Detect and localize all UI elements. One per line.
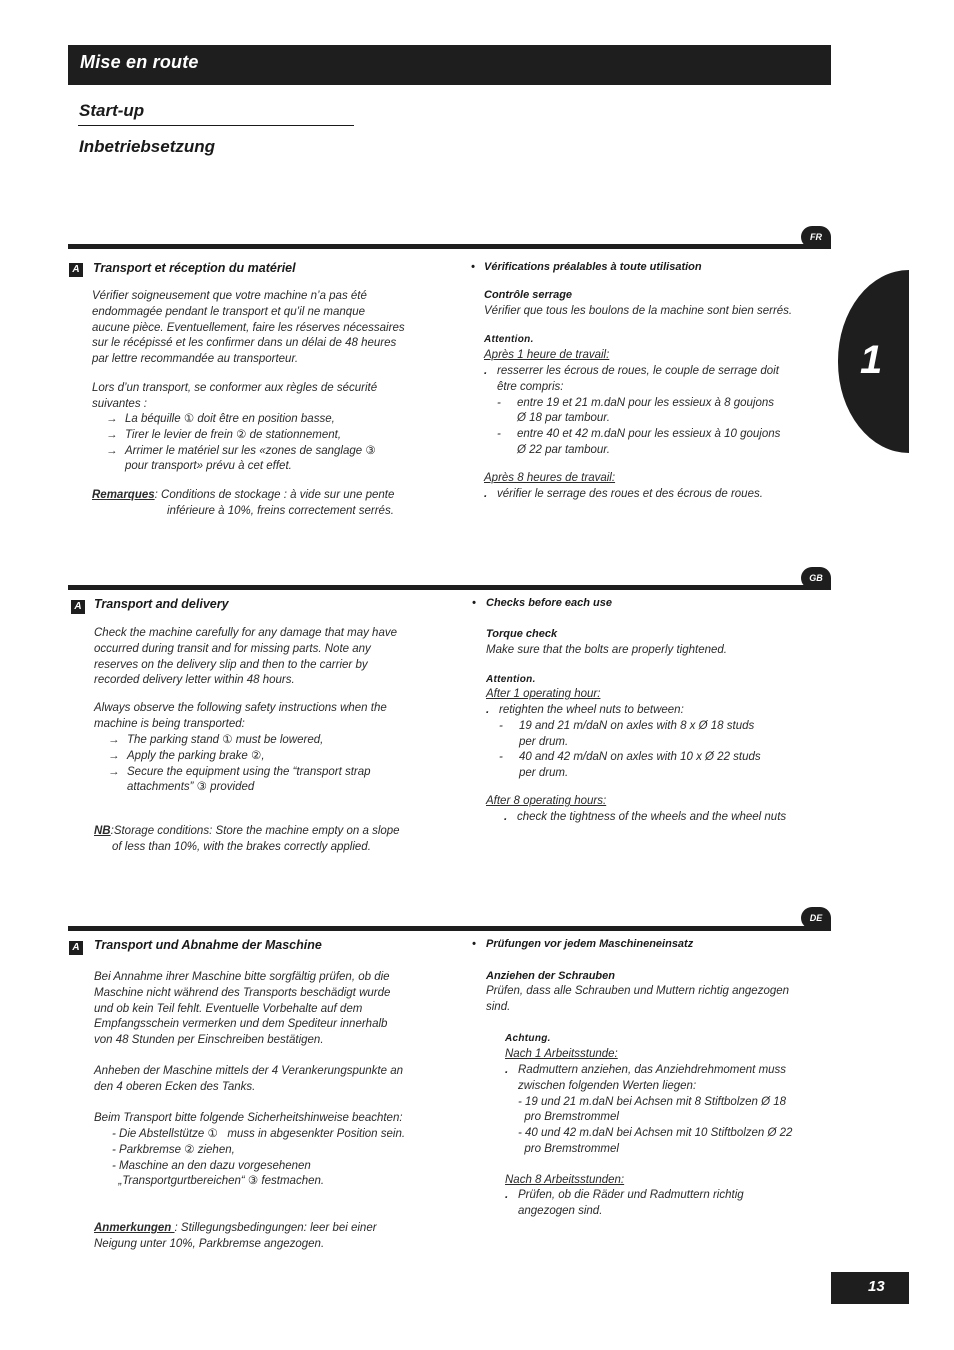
- dot-bullet: .: [486, 704, 490, 716]
- text-line: Vérifier soigneusement que votre machine n’a pas été: [92, 290, 367, 302]
- section-divider-fr: [68, 244, 831, 249]
- arrow-icon: →: [108, 749, 120, 762]
- sub-item-continued: pro Bremstrommel: [518, 1142, 619, 1155]
- subtitle-divider: [78, 125, 354, 126]
- attention-label: Attention.: [484, 334, 534, 345]
- list-item-continued: être compris:: [497, 380, 564, 393]
- torque-heading: Contrôle serrage: [484, 289, 573, 301]
- after-1-hour-list: [505, 1063, 792, 1158]
- list-item: . Prüfen, ob die Räder und Radmuttern richtig: [505, 1188, 744, 1204]
- note-label: NB: [94, 825, 111, 837]
- checks-heading: • Vérifications préalables à toute utilisation: [471, 261, 702, 273]
- list-item: - Die Abstellstütze ① muss in abgesenkter Position sein.: [112, 1128, 406, 1140]
- torque-heading: Anziehen der Schrauben: [486, 970, 615, 982]
- paragraph-safety-intro: Beim Transport bitte folgende Sicherheitshinweise beachten:: [94, 1112, 403, 1124]
- language-tab-fr: FR: [801, 226, 831, 248]
- dot-bullet: .: [484, 488, 488, 500]
- sub-item: - entre 40 et 42 m.daN pour les essieux à 10 goujons: [484, 427, 780, 443]
- section-letter-badge: A: [69, 941, 83, 955]
- section-divider-gb: [68, 585, 831, 590]
- list-item-continued: zwischen folgenden Werten liegen:: [518, 1079, 697, 1092]
- dot-bullet: .: [505, 1064, 509, 1076]
- text-line: und ob kein Teil fehlt. Eventuelle Vorbehalte auf dem: [94, 1002, 363, 1015]
- storage-note: [94, 1221, 377, 1253]
- list-item-continued: attachments” ③ provided: [127, 781, 255, 794]
- list-item: . resserrer les écrous de roues, le couple de serrage doit: [484, 364, 780, 380]
- dash-bullet: -: [499, 751, 503, 764]
- section-heading: Transport und Abnahme der Maschine: [94, 938, 322, 952]
- dash-bullet: -: [497, 428, 501, 441]
- list-item: → The parking stand ① must be lowered,: [108, 733, 371, 749]
- note-text: Neigung unter 10%, Parkbremse angezogen.: [94, 1237, 325, 1250]
- section-heading: Transport and delivery: [94, 597, 229, 611]
- arrow-icon: →: [106, 444, 118, 457]
- sub-item: - 19 and 21 m/daN on axles with 8 x Ø 18 studs: [486, 719, 761, 735]
- paragraph-abnahme: [94, 970, 390, 1049]
- sub-item: - 19 und 21 m.daN bei Achsen mit 8 Stiftbolzen Ø 18: [518, 1095, 787, 1108]
- text-line: reserves on the delivery slip and then to the carrier by: [94, 658, 368, 671]
- text-line: machine is being transported:: [94, 717, 245, 730]
- sub-item: - 40 und 42 m.daN bei Achsen mit 10 Stiftbolzen Ø 22: [518, 1127, 793, 1140]
- sub-item: - 40 and 42 m/daN on axles with 10 x Ø 22 studs: [486, 750, 761, 766]
- after-8-hours-label: Nach 8 Arbeitsstunden:: [505, 1174, 625, 1186]
- dot-bullet: .: [484, 365, 488, 377]
- paragraph-reception: [92, 289, 405, 368]
- dash-bullet: -: [499, 719, 503, 732]
- list-item: . retighten the wheel nuts to between:: [486, 703, 761, 719]
- arrow-icon: →: [106, 413, 118, 425]
- after-1-hour-label: Nach 1 Arbeitsstunde:: [505, 1048, 618, 1060]
- chapter-number: 1: [860, 338, 883, 382]
- note-text: of less than 10%, with the brakes correctly applied.: [112, 840, 371, 853]
- bullet-icon: •: [472, 938, 476, 950]
- text-line: sind.: [486, 1000, 511, 1013]
- after-8-hours-label: After 8 operating hours:: [486, 795, 607, 807]
- language-tab-gb: GB: [801, 567, 831, 589]
- after-1-hour-list: [486, 703, 761, 782]
- text-line: par lettre recommandée au transporteur.: [92, 353, 299, 366]
- list-item-continued: pour transport» prévu à cet effet.: [125, 460, 292, 473]
- sub-item-continued: pro Bremstrommel: [518, 1111, 619, 1124]
- text-line: Always observe the following safety instructions when the: [94, 702, 387, 714]
- list-item: → Arrimer le matériel sur les «zones de sanglage ③: [106, 444, 376, 460]
- attention-label: Attention.: [486, 674, 536, 685]
- after-8-hours-label: Après 8 heures de travail:: [484, 472, 616, 484]
- text-line: occurred during transit and for missing parts. Note any: [94, 642, 371, 655]
- list-item: → Apply the parking brake ②,: [108, 749, 371, 765]
- paragraph-transport-rules: [94, 701, 387, 733]
- section-divider-de: [68, 926, 831, 931]
- sub-item-continued: Ø 22 par tambour.: [517, 443, 610, 456]
- after-1-hour-list: [484, 364, 780, 459]
- note-text: : Conditions de stockage : à vide sur une pente: [154, 489, 395, 501]
- note-text: : Stillegungsbedingungen: leer bei einer: [174, 1222, 377, 1234]
- dot-bullet: .: [504, 811, 508, 823]
- note-text: inférieure à 10%, freins correctement serrés.: [167, 504, 394, 517]
- section-letter-badge: A: [71, 600, 85, 614]
- bullet-icon: •: [472, 597, 476, 609]
- text-line: aucune pièce. Eventuellement, faire les réserves nécessaires: [92, 321, 405, 334]
- text-line: Anheben der Maschine mittels der 4 Verankerungspunkte an: [94, 1065, 403, 1077]
- storage-note: [92, 488, 394, 520]
- page-number: 13: [868, 1278, 885, 1295]
- sub-item-continued: Ø 18 par tambour.: [517, 412, 610, 425]
- list-item: . Radmuttern anziehen, das Anziehdrehmoment muss: [505, 1063, 792, 1079]
- subtitle-english: Start-up: [79, 101, 145, 120]
- arrow-icon: →: [108, 765, 120, 778]
- safety-list: [106, 412, 376, 475]
- paragraph-delivery: [94, 626, 397, 689]
- text-line: Bei Annahme ihrer Maschine bitte sorgfältig prüfen, ob die: [94, 971, 390, 983]
- bullet-icon: •: [471, 261, 475, 273]
- list-item: . check the tightness of the wheels and the wheel nuts: [504, 810, 786, 826]
- subtitle-german: Inbetriebsetzung: [79, 137, 216, 156]
- text-line: sur le récépissé et les confirmer dans un délai de 48 heures: [92, 337, 397, 350]
- text-line: von 48 Stunden per Einschreiben bestätigen.: [94, 1034, 324, 1047]
- text-line: Maschine nicht während des Transports beschädigt wurde: [94, 986, 391, 999]
- text-line: recorded delivery letter within 48 hours.: [94, 674, 295, 687]
- attention-label: Achtung.: [505, 1033, 551, 1044]
- list-item: → La béquille ① doit être en position basse,: [106, 412, 376, 428]
- torque-heading: Torque check: [486, 628, 558, 640]
- section-heading: Transport et réception du matériel: [93, 261, 296, 275]
- sub-item: - entre 19 et 21 m.daN pour les essieux à 8 goujons: [484, 396, 780, 412]
- after-1-hour-label: Après 1 heure de travail:: [484, 349, 610, 361]
- torque-text: Make sure that the bolts are properly tightened.: [486, 644, 728, 656]
- list-item: → Tirer le levier de frein ② de stationnement,: [106, 428, 376, 444]
- text-line: endommagée pendant le transport et qu’il ne manque: [92, 305, 365, 318]
- text-line: suivantes :: [92, 397, 147, 410]
- list-item: - Maschine an den dazu vorgesehenen: [112, 1159, 311, 1172]
- torque-text: [486, 984, 789, 1016]
- page-title: Mise en route: [80, 52, 199, 72]
- section-letter-badge: A: [69, 263, 83, 277]
- list-item: . vérifier le serrage des roues et des écrous de roues.: [484, 487, 763, 503]
- sub-item-continued: per drum.: [519, 735, 569, 748]
- paragraph-transport-rules: [92, 381, 377, 413]
- after-8-hours-list: [505, 1188, 744, 1220]
- note-label: Anmerkungen: [94, 1222, 175, 1234]
- text-line: Empfangsschein vermerken und dem Spediteur innerhalb: [94, 1018, 388, 1031]
- text-line: den 4 oberen Ecken des Tanks.: [94, 1080, 256, 1093]
- note-label: Remarques: [92, 489, 155, 501]
- text-line: Check the machine carefully for any damage that may have: [94, 627, 397, 639]
- checks-heading: • Checks before each use: [472, 597, 612, 609]
- list-item-continued: „Transportgurtbereichen“ ③ festmachen.: [112, 1175, 325, 1188]
- note-text: :Storage conditions: Store the machine empty on a slope: [110, 825, 400, 837]
- list-item: - Parkbremse ② ziehen,: [112, 1143, 235, 1156]
- text-line: Prüfen, dass alle Schrauben und Muttern richtig angezogen: [486, 985, 790, 997]
- paragraph-anheben: [94, 1064, 403, 1096]
- text-line: Lors d’un transport, se conformer aux règles de sécurité: [92, 382, 378, 394]
- safety-list: [108, 733, 371, 796]
- dot-bullet: .: [505, 1189, 509, 1201]
- checks-heading: • Prüfungen vor jedem Maschineneinsatz: [472, 938, 694, 950]
- language-tab-de: DE: [801, 907, 831, 929]
- sub-item-continued: per drum.: [519, 767, 569, 780]
- arrow-icon: →: [106, 428, 118, 441]
- arrow-icon: →: [108, 734, 120, 746]
- safety-list: [112, 1127, 405, 1190]
- torque-text: Vérifier que tous les boulons de la machine sont bien serrés.: [484, 305, 793, 317]
- list-item-continued: angezogen sind.: [518, 1204, 603, 1217]
- storage-note: [94, 824, 400, 856]
- list-item: → Secure the equipment using the “transport strap: [108, 765, 371, 781]
- dash-bullet: -: [497, 396, 501, 409]
- after-1-hour-label: After 1 operating hour:: [486, 688, 601, 700]
